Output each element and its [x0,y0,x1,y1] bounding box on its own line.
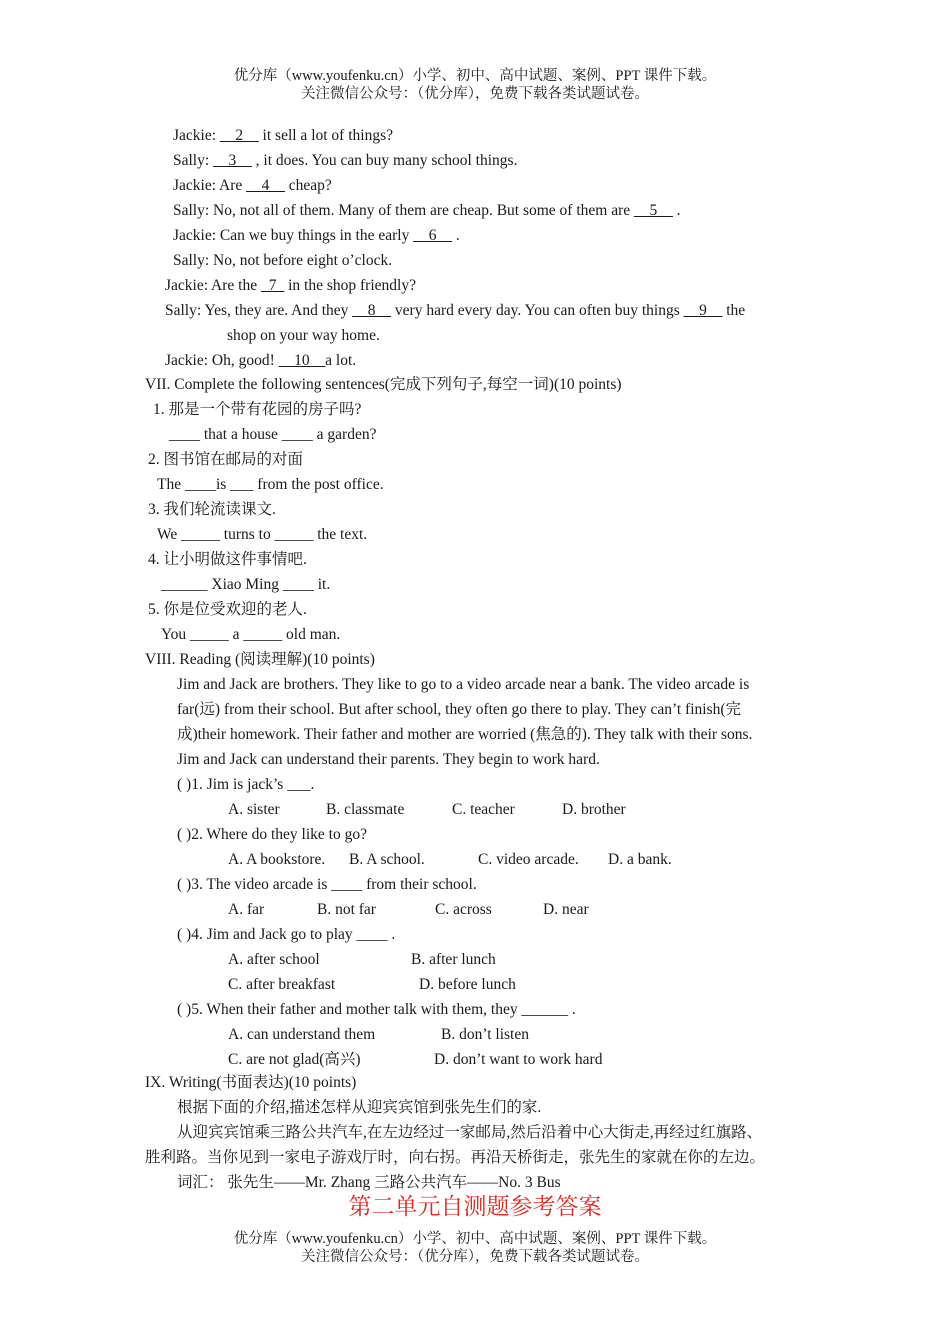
dialogue-line: Sally: Yes, they are. And they __8__ very hard every day. You can often buy things __9__ the [165,302,746,319]
blank: __2__ [219,127,259,144]
dialogue-line: shop on your way home. [227,327,380,344]
question-prompt: 5. 你是位受欢迎的老人. [148,601,307,618]
question-sentence: We _____ turns to _____ the text. [157,526,368,543]
page-header-line1: 优分库（www.youfenku.cn）小学、初中、高中试题、案例、PPT 课件下载。 [233,68,717,84]
option: C. after breakfast [228,976,336,993]
vocabulary-line: 词汇： 张先生——Mr. Zhang 三路公共汽车——No. 3 Bus [177,1174,561,1191]
blank: __9__ [683,302,723,319]
option: A. far [228,901,265,918]
option: D. before lunch [419,976,516,993]
option: C. teacher [452,801,515,818]
dialogue-line: Jackie: Can we buy things in the early __6__ . [173,227,460,244]
option: D. a bank. [608,851,672,868]
question-sentence: You _____ a _____ old man. [161,626,341,643]
blank: __6__ [413,227,452,244]
option: D. don’t want to work hard [434,1051,603,1068]
answers-title: 第二单元自测题参考答案 [348,1194,602,1219]
question-stem: ( )4. Jim and Jack go to play ____ . [177,926,396,943]
option: B. classmate [326,801,405,818]
section-heading: VII. Complete the following sentences(完成下列句子,每空一词)(10 points) [145,376,622,393]
page-header-line2: 关注微信公众号：（优分库），免费下载各类试题试卷。 [301,86,649,102]
option: A. can understand them [228,1026,376,1043]
question-sentence: ____ that a house ____ a garden? [169,426,377,443]
page-footer-line1: 优分库（www.youfenku.cn）小学、初中、高中试题、案例、PPT 课件下载。 [233,1231,717,1247]
option: A. after school [228,951,320,968]
blank: __3__ [213,152,252,169]
option: B. not far [317,901,376,918]
blank: __4__ [246,177,285,194]
dialogue-line: Sally: No, not all of them. Many of them are cheap. But some of them are __5__ . [173,202,681,219]
passage-line: Jim and Jack are brothers. They like to go to a video arcade near a bank. The video arcade is [177,676,750,693]
question-prompt: 3. 我们轮流读课文. [148,501,276,518]
question-stem: ( )2. Where do they like to go? [177,826,367,843]
option: D. brother [562,801,626,818]
dialogue-line: Jackie: Oh, good! __10__a lot. [165,352,357,369]
dialogue-line: Sally: No, not before eight o’clock. [173,252,393,269]
question-stem: ( )3. The video arcade is ____ from their school. [177,876,477,893]
option: C. are not glad(高兴) [228,1051,361,1068]
option: D. near [543,901,589,918]
writing-prompt-line: 胜利路。当你见到一家电子游戏厅时，向右拐。再沿天桥街走，张先生的家就在你的左边。 [145,1149,766,1166]
option: B. A school. [349,851,425,868]
page-footer-line2: 关注微信公众号：（优分库），免费下载各类试题试卷。 [301,1249,649,1265]
passage-line: 成)their homework. Their father and mother are worried (焦急的). They talk with their sons. [177,726,753,743]
question-stem: ( )5. When their father and mother talk with them, they ______ . [177,1001,576,1018]
option: C. across [435,901,492,918]
dialogue-line: Jackie: __2__ it sell a lot of things? [173,127,393,144]
question-prompt: 1. 那是一个带有花园的房子吗? [153,401,362,418]
passage-line: far(远) from their school. But after school, they often go there to play. They can’t finish(完 [177,701,742,718]
option: B. after lunch [411,951,496,968]
blank: __8__ [352,302,392,319]
section-heading: IX. Writing(书面表达)(10 points) [145,1074,357,1091]
question-prompt: 2. 图书馆在邮局的对面 [148,451,304,468]
writing-instruction: 根据下面的介绍,描述怎样从迎宾宾馆到张先生们的家. [177,1099,542,1116]
writing-prompt-line: 从迎宾宾馆乘三路公共汽车,在左边经过一家邮局,然后沿着中心大街走,再经过红旗路、 [177,1124,763,1141]
question-stem: ( )1. Jim is jack’s ___. [177,776,315,793]
question-sentence: The ____is ___ from the post office. [157,476,384,493]
blank: __5__ [634,202,673,219]
option: A. A bookstore. [228,851,326,868]
question-prompt: 4. 让小明做这件事情吧. [148,551,307,568]
blank: _7_ [260,277,285,294]
option: A. sister [228,801,280,818]
option: C. video arcade. [478,851,579,868]
section-heading: VIII. Reading (阅读理解)(10 points) [145,651,375,668]
dialogue-line: Jackie: Are the _7_ in the shop friendly? [165,277,416,294]
dialogue-line: Sally: __3__ , it does. You can buy many school things. [173,152,518,169]
option: B. don’t listen [441,1026,529,1043]
blank: __10__ [278,352,326,369]
dialogue-line: Jackie: Are __4__ cheap? [173,177,332,194]
question-sentence: ______ Xiao Ming ____ it. [161,576,331,593]
passage-line: Jim and Jack can understand their parents. They begin to work hard. [177,751,600,768]
